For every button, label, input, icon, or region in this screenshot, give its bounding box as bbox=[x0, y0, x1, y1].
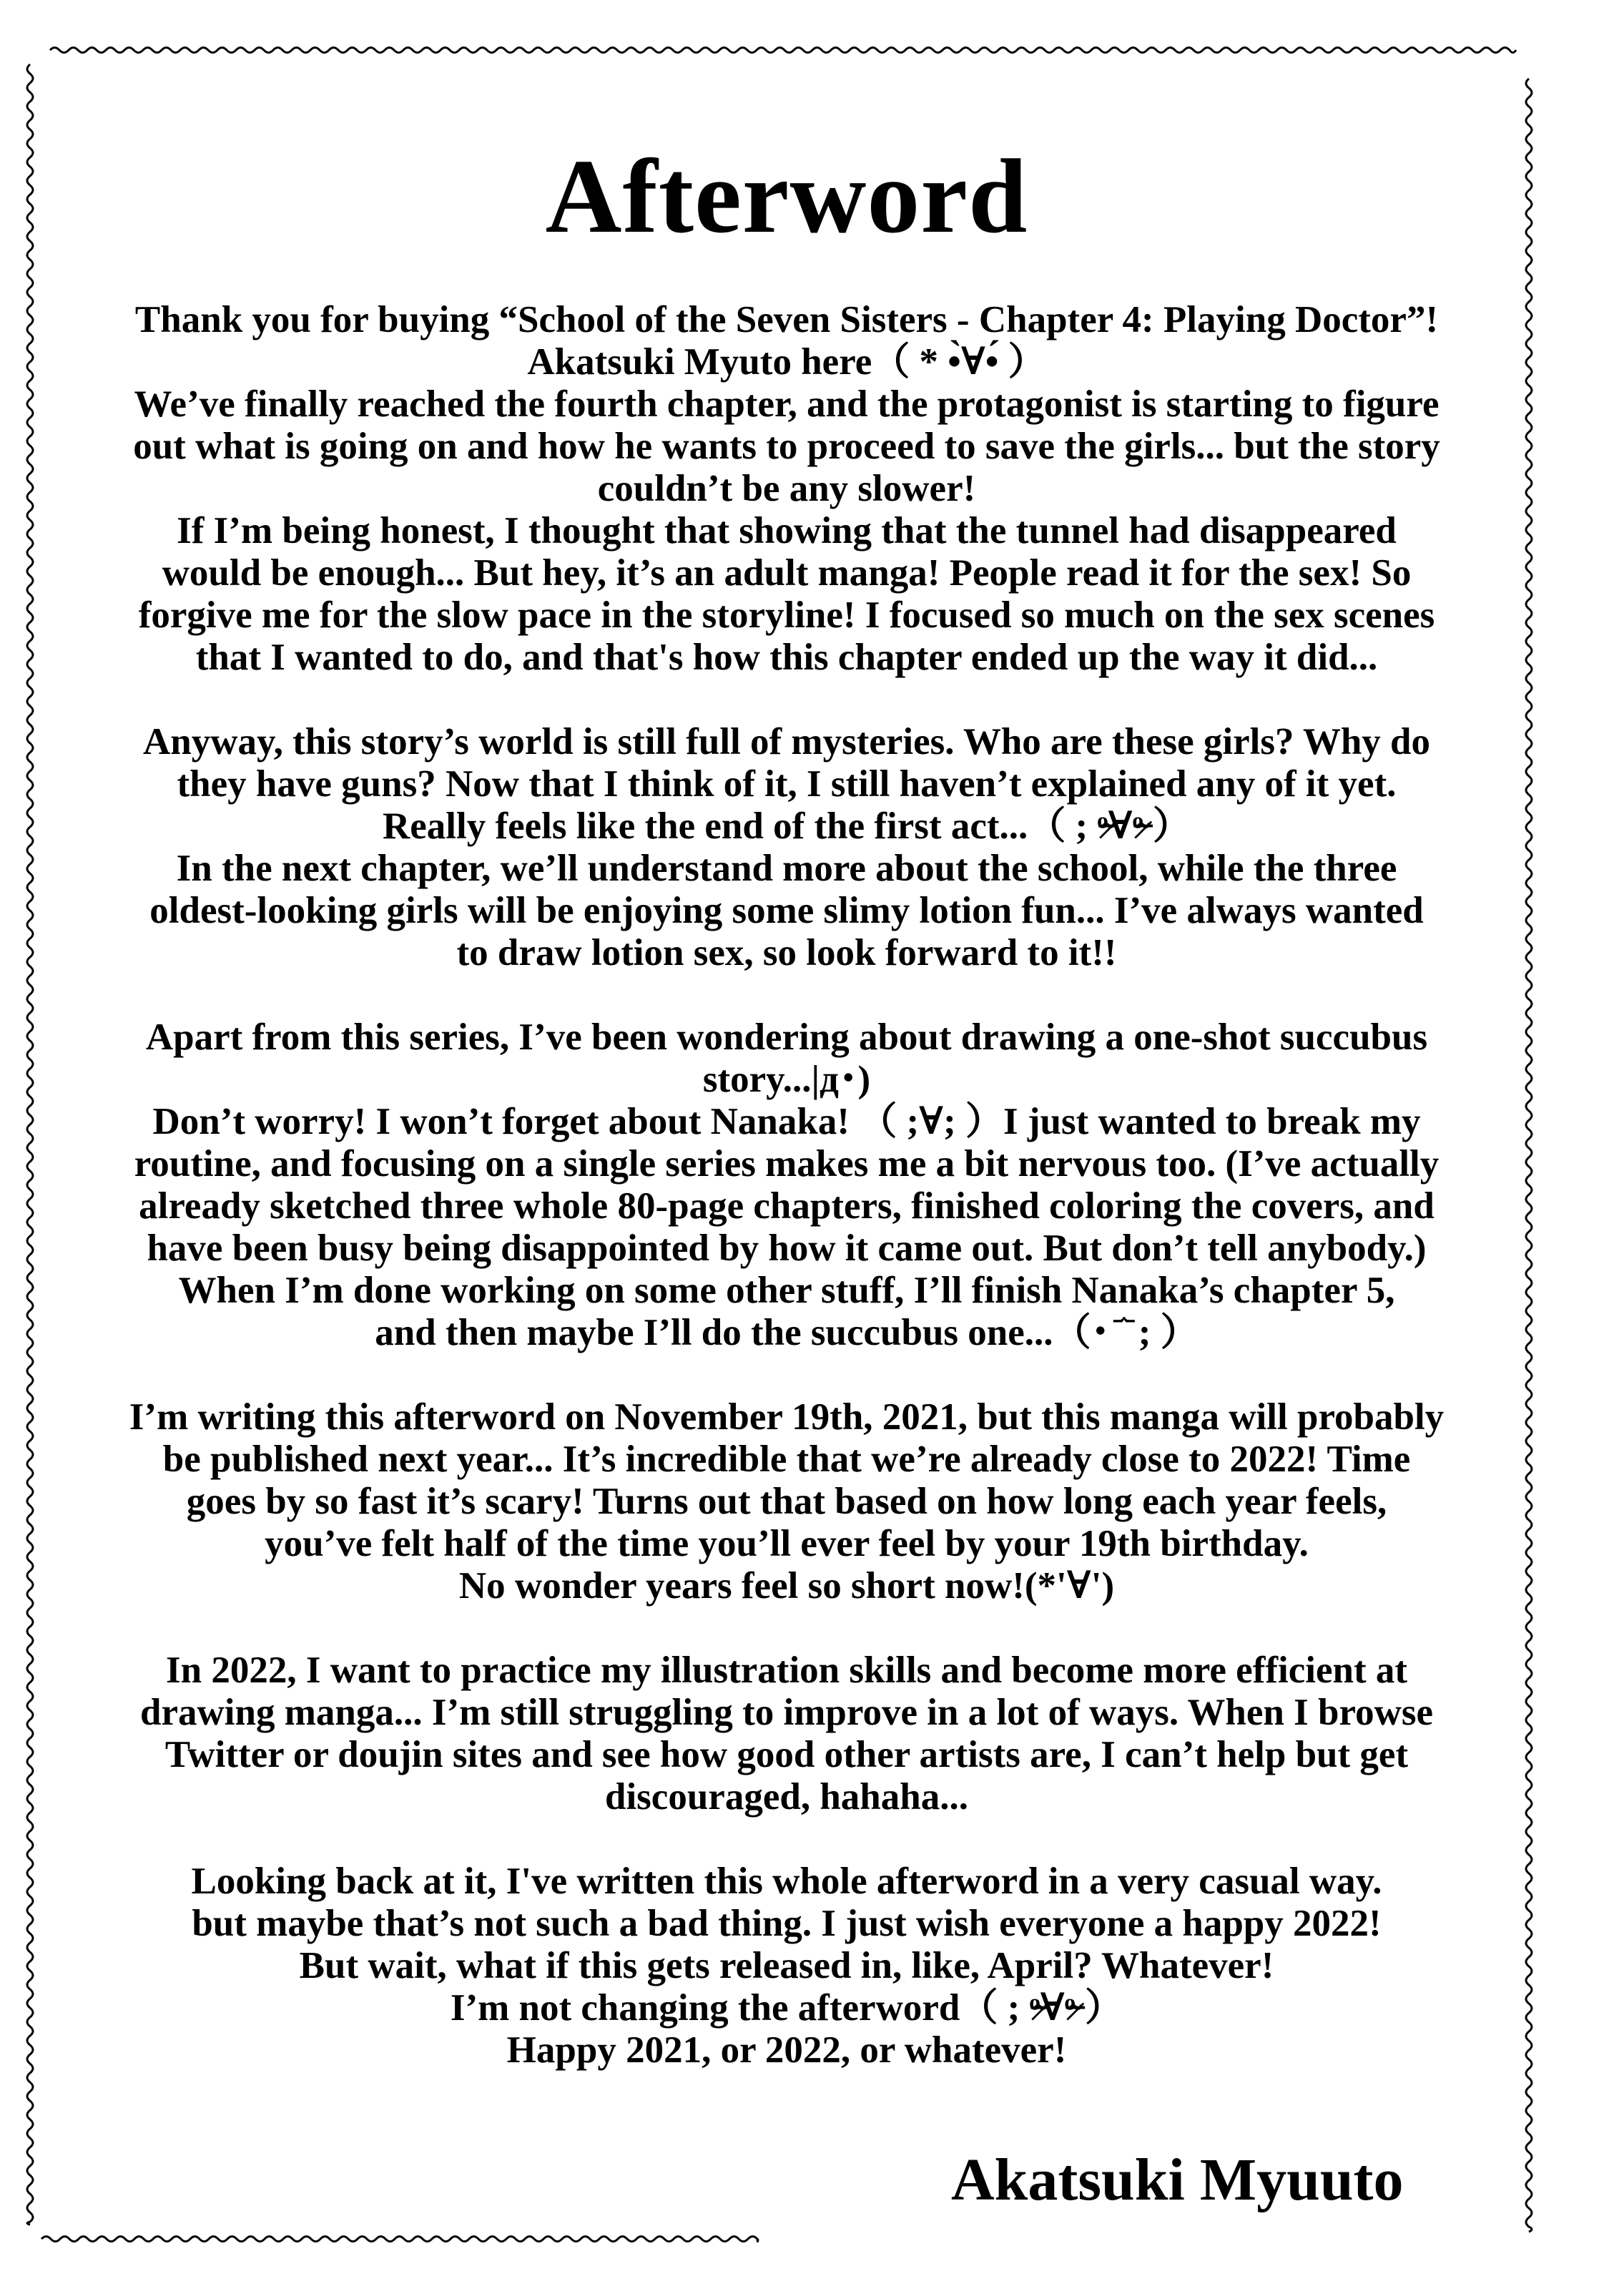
paragraph-closing: Looking back at it, I've written this whole afterword in a very casual way. but maybe that’s not such a bad thing. I just wish everyone a happy 2022! But wait, what if this gets released in, like, April? Whatever! I’m not changing the afterword（ ; ᵒ̴̶̷∀ᵒ̴̶̷ ） Happy 2021, or 2022, or whatever! bbox=[191, 1861, 1382, 2071]
author-signature: Akatsuki Myuuto bbox=[951, 2147, 1404, 2213]
paragraph-2022-goals: In 2022, I want to practice my illustration skills and become more efficient at drawing manga... I’m still struggling to improve in a lot of ways. When I browse Twitter or doujin sites and see how good other artists are, I can’t help but get discouraged, hahaha... bbox=[139, 1650, 1433, 1818]
bottom-wavy-border bbox=[41, 2237, 758, 2242]
left-wavy-border bbox=[27, 64, 33, 2225]
paragraph-intro: Thank you for buying “School of the Seven Sisters - Chapter 4: Playing Doctor”! Akatsuki Myuto here（ * •̀∀•́ ） We’ve finally reached the fourth chapter, and the protagonist is starting to figure out what is going on and how he wants to proceed to save the girls... but the story couldn’t be any slower! If I’m being honest, I thought that showing that the tunnel had disappeared would be enough... But hey, it’s an adult manga! People read it for the sex! So forgive me for the slow pace in the storyline! I focused so much on the sex scenes that I wanted to do, and that's how this chapter ended up the way it did... bbox=[133, 299, 1440, 678]
paragraph-mysteries: Anyway, this story’s world is still full of mysteries. Who are these girls? Why do they have guns? Now that I think of it, I still haven’t explained any of it yet. Really feels like the end of the first act...（ ; ᵒ̴̶̷∀ᵒ̴̶̷ ） In the next chapter, we’ll understand more about the school, while the three oldest-looking girls will be enjoying some slimy lotion fun... I’ve always wanted to draw lotion sex, so look forward to it!! bbox=[142, 721, 1431, 974]
afterword-body bbox=[43, 299, 1530, 2072]
top-wavy-border bbox=[50, 48, 1516, 53]
paragraph-date: I’m writing this afterword on November 19th, 2021, but this manga will probably be published next year... It’s incredible that we’re already close to 2022! Time goes by so fast it’s scary! Turns out that based on how long each year feels, you’ve felt half of the time you’ll ever feel by your 19th birthday. No wonder years feel so short now!(*'∀') bbox=[129, 1396, 1445, 1607]
page-title: Afterword bbox=[545, 138, 1028, 255]
paragraph-succubus: Apart from this series, I’ve been wondering about drawing a one-shot succubus story...|д･) Don’t worry! I won’t forget about Nanaka! （ ;∀; ）I just wanted to break my routine, and focusing on a single series makes me a bit nervous too. (I’ve actually already sketched three whole 80-page chapters, finished coloring the covers, and have been busy being disappointed by how it came out. But don’t tell anybody.) When I’m done working on some other stuff, I’ll finish Nanaka’s chapter 5, and then maybe I’ll do the succubus one...（･ ᷄ ᷅ ; ） bbox=[134, 1016, 1440, 1353]
